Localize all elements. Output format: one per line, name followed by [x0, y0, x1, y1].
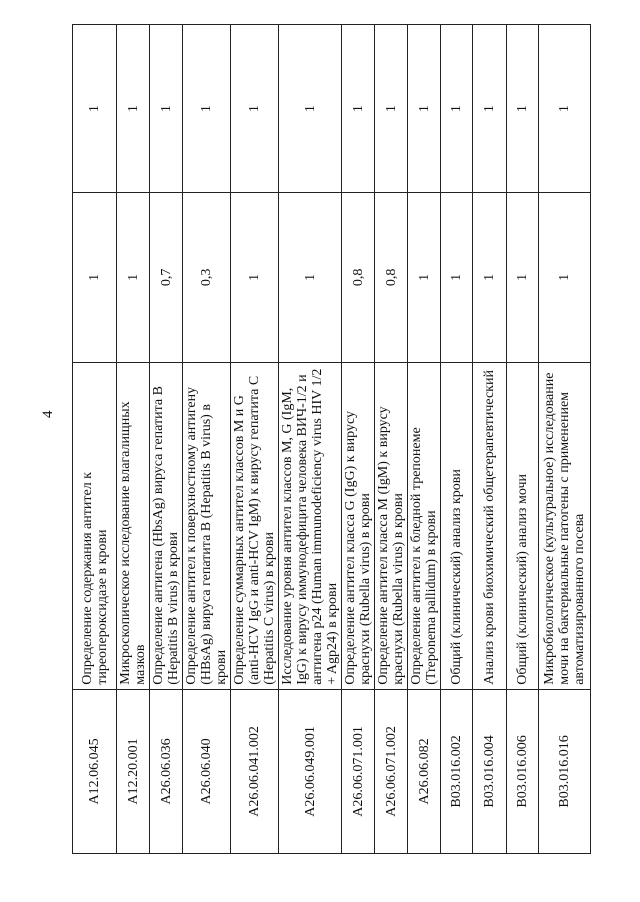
code-cell: A26.06.049.001: [279, 689, 342, 853]
code-cell: A26.06.041.002: [231, 689, 279, 853]
service-name-cell: Общий (клинический) анализ мочи: [507, 362, 539, 689]
multiplicity-cell: 1: [507, 25, 539, 193]
frequency-cell: 1: [539, 193, 591, 362]
code-cell: B03.016.016: [539, 689, 591, 853]
frequency-cell: 1: [441, 193, 473, 362]
table-row: [117, 25, 150, 854]
multiplicity-cell: 1: [183, 25, 231, 193]
table-row: [231, 25, 279, 854]
page-number: 4: [40, 410, 56, 418]
frequency-cell: 0,8: [342, 193, 375, 362]
service-name-cell: Анализ крови биохимический общетерапевтический: [473, 362, 507, 689]
frequency-cell: 1: [117, 193, 150, 362]
table-row: [473, 25, 507, 854]
frequency-cell: 1: [473, 193, 507, 362]
service-name-cell: Микробиологическое (культуральное) исследование мочи на бактериальные патогены с применением автоматизированного посева: [539, 362, 591, 689]
multiplicity-cell: 1: [375, 25, 408, 193]
frequency-cell: 0,7: [150, 193, 183, 362]
multiplicity-cell: 1: [117, 25, 150, 193]
multiplicity-cell: 1: [150, 25, 183, 193]
code-cell: A26.06.040: [183, 689, 231, 853]
table-row: [375, 25, 408, 854]
rotated-table-container: [72, 24, 587, 854]
table-row: [441, 25, 473, 854]
multiplicity-cell: 1: [279, 25, 342, 193]
multiplicity-cell: 1: [441, 25, 473, 193]
code-cell: A26.06.071.002: [375, 689, 408, 853]
code-cell: B03.016.004: [473, 689, 507, 853]
table-row: [539, 25, 591, 854]
frequency-cell: 0,3: [183, 193, 231, 362]
service-name-cell: Общий (клинический) анализ крови: [441, 362, 473, 689]
frequency-cell: 1: [73, 193, 117, 362]
frequency-cell: 1: [408, 193, 441, 362]
services-table: [72, 24, 591, 854]
service-name-cell: Определение антител класса G (IgG) к вирусу краснухи (Rubella virus) в крови: [342, 362, 375, 689]
service-name-cell: Определение антител класса M (IgM) к вирусу краснухи (Rubella virus) в крови: [375, 362, 408, 689]
table-row: [342, 25, 375, 854]
code-cell: A26.06.071.001: [342, 689, 375, 853]
multiplicity-cell: 1: [473, 25, 507, 193]
service-name-cell: Определение антител к бледной трепонеме (Treponema pallidum) в крови: [408, 362, 441, 689]
service-name-cell: Определение содержания антител к тиреопероксидазе в крови: [73, 362, 117, 689]
services-table-body: [73, 25, 591, 854]
code-cell: A26.06.082: [408, 689, 441, 853]
multiplicity-cell: 1: [342, 25, 375, 193]
code-cell: A26.06.036: [150, 689, 183, 853]
table-row: [73, 25, 117, 854]
table-row: [507, 25, 539, 854]
service-name-cell: Определение суммарных антител классов M и G (anti-HCV IgG и anti-HCV IgM) к вирусу гепатита C (Hepatitis C virus) в крови: [231, 362, 279, 689]
table-row: [408, 25, 441, 854]
service-name-cell: Исследование уровня антител классов M, G (IgM, IgG) к вирусу иммунодефицита человека ВИЧ-1/2 и антигена p24 (Human immunodeficiency virus HIV 1/2 + Agp24) в крови: [279, 362, 342, 689]
frequency-cell: 0,8: [375, 193, 408, 362]
frequency-cell: 1: [507, 193, 539, 362]
code-cell: A12.06.045: [73, 689, 117, 853]
code-cell: B03.016.006: [507, 689, 539, 853]
service-name-cell: Микроскопическое исследование влагалищных мазков: [117, 362, 150, 689]
multiplicity-cell: 1: [73, 25, 117, 193]
table-row: [279, 25, 342, 854]
service-name-cell: Определение антигена (HbsAg) вируса гепатита B (Hepatitis B virus) в крови: [150, 362, 183, 689]
multiplicity-cell: 1: [231, 25, 279, 193]
code-cell: A12.20.001: [117, 689, 150, 853]
table-row: [183, 25, 231, 854]
service-name-cell: Определение антител к поверхностному антигену (HBsAg) вируса гепатита B (Hepatitis B virus) в крови: [183, 362, 231, 689]
multiplicity-cell: 1: [539, 25, 591, 193]
frequency-cell: 1: [279, 193, 342, 362]
frequency-cell: 1: [231, 193, 279, 362]
table-row: [150, 25, 183, 854]
multiplicity-cell: 1: [408, 25, 441, 193]
code-cell: B03.016.002: [441, 689, 473, 853]
